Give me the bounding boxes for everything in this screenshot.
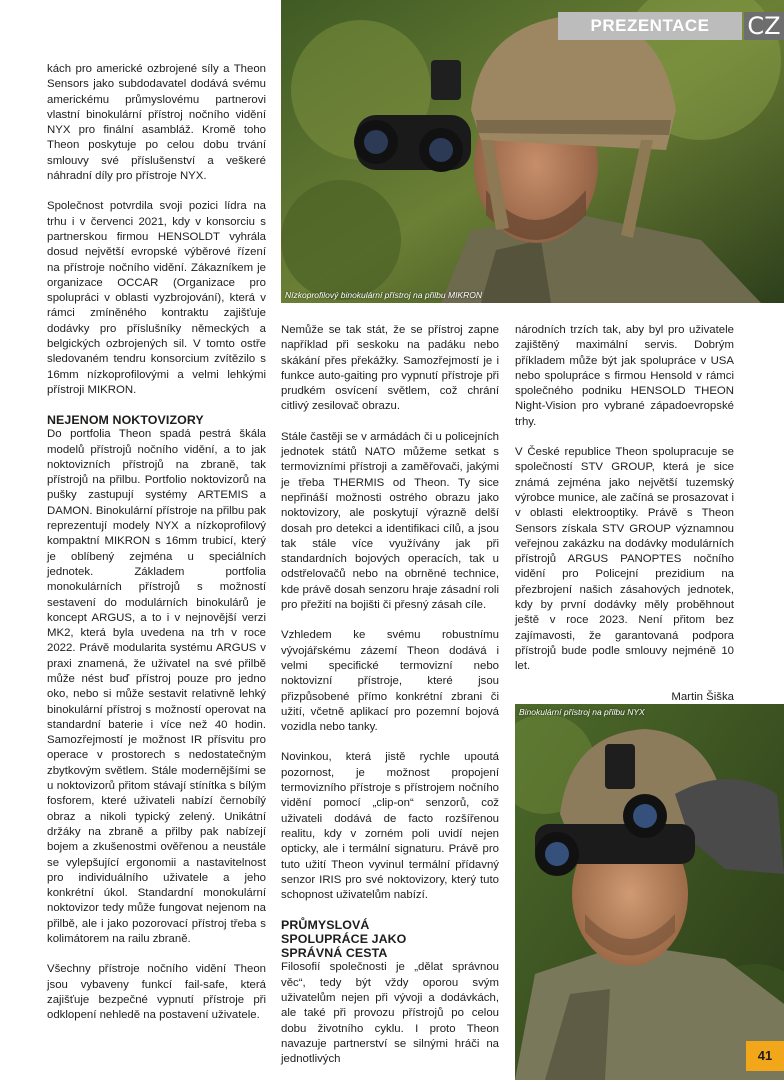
paragraph: národních trzích tak, aby byl pro uživatele zajištěný maximální servis. Dobrým příkladem může být jak spolupráce v USA nebo spolupráce s firmou Hensold v rámci společného podniku HENSOLD THEON Night-Vision pro vybrané západoevropské trhy.: [515, 324, 734, 428]
paragraph: Do portfolia Theon spadá pestrá škála modelů přístrojů nočního vidění, a to jak noktovizních přístrojů na zbraně, tak přístrojů na přilbu. Portfolio noktovizorů na pušky zastupují systémy ARTEMIS a DAMON. Binokulární přístroje na přilbu pak reprezentují modely NYX a nízkoprofilový kompaktní MIKRON s 16mm trubicí, který je oblíbený zejména u speciálních jednotek. Základem portfolia monokulárních přístrojů s možností sestavení do modulárních binokulárů je koncept ARGUS, a to i v nejnovější verzi MK2, která byla uvedena na trh v roce 2022. Právě modularita systému ARGUS v praxi znamená, že uživatel na své přilbě může nést buď přístroj pouze pro jedno oko, nebo si může sestavit relativně lehký binokulární přístroj s možností operovat na standardní baterie i více než 40 hodin. Samozřejmostí je možnost IR přísvitu pro operace v prostorech s nedostatečným zbytkovým světlem. Stále modernějšími se u noktovizorů přitom stávají stínítka s bílým fosforem, které uživateli nabízí černobílý obraz a nikoli typický zelený. Unikátní držáky na zbraně a přilby pak nabízejí bojem a zkušenostmi ověřenou a neustále se vylepšující ergonomii a nastavitelnost pro individuálního uživatele a jeho konkrétní úkol. Standardní monokulární noktovizor tedy může fungovat nejenom na přilbě, ale i jako pozorovací přístroj třeba s kolimátorem na railu zbraně.: [47, 428, 266, 946]
author-name: Martin Šiška: [671, 690, 734, 703]
text-column-2: [281, 323, 499, 1082]
paragraph: Stále častěji se v armádách či u policejních jednotek států NATO můžeme setkat s termovizními přístroji a zaměřovači, jakými je třeba THERMIS od Theon. Ty sice nepřináší možnosti ostrého obrazu jako noktovizory, ale poskytují výrazně delší dosah pro detekci a identifikaci cílů, a jsou tak stále více využívány jak při standardních bojových operacích, tak u odstřelovačů nebo na obrněné technice, kde právě dosah senzoru hraje zásadní roli pro přežití na bojišti či přesný zásah cíle.: [281, 430, 499, 612]
paragraph: kách pro americké ozbrojené síly a Theon Sensors jako subdodavatel dodává svému americkému průmyslovému partnerovi vlastní binokulární přístroj nočního vidění NYX pro finální asambláž. Kromě toho Theon poskytuje po celou dobu trvání smlouvy své příslušenství a veškeré náhradní díly pro přístroje NYX.: [47, 63, 266, 183]
section-heading: NEJENOM NOKTOVIZORY: [47, 413, 204, 428]
paragraph: Novinkou, která jistě rychle upoutá pozornost, je možnost propojení termovizního přístroje s přístrojem nočního vidění pomocí „clip-on“ senzorů, což uživateli dodává de facto rozšířenou realitu, kdy v zorném poli uvidí nejen opticky, ale i termální signaturu. Právě pro tuto užití Theon vyvinul termální přídavný senzor IRIS pro své noktovizory, který tuto schopnost uživatelům nabízí.: [281, 751, 499, 902]
top-photo-caption: Nízkoprofilový binokulární přístroj na přilbu MIKRON: [285, 290, 482, 300]
paragraph: Filosofií společnosti je „dělat správnou věc“, tedy být vždy oporou svým uživatelům nejen při vývoji a dodávkách, ale také při provozu přístrojů po celou dobu životního cyklu. I proto Theon navazuje partnerství se silnými hráči na jednotlivých: [281, 961, 499, 1066]
section-heading: PRŮMYSLOVÁ SPOLUPRÁCE JAKO SPRÁVNÁ CESTA: [281, 918, 407, 961]
paragraph: Nemůže se tak stát, že se přístroj zapne například při seskoku na padáku nebo skákání přes překážky. Samozřejmostí je i funkce auto-gaiting pro vypnutí přístroje při prudkém osvícení světlem, což chrání citlivý zesilovač obrazu.: [281, 324, 499, 413]
bottom-photo: [515, 704, 784, 1080]
language-tab: CZ: [744, 12, 784, 40]
page-number: 41: [746, 1041, 784, 1071]
top-photo: [281, 0, 784, 303]
text-column-1: [47, 62, 266, 1039]
text-column-3: [515, 323, 734, 750]
section-tab: PREZENTACE: [558, 12, 742, 40]
bottom-photo-caption: Binokulární přístroj na přilbu NYX: [519, 707, 645, 717]
paragraph: V České republice Theon spolupracuje se společností STV GROUP, která je sice známá zejména jako největší tuzemský výrobce munice, ale začíná se prosazovat i v oblasti elektrooptiky. Právě s Theon Sensors získala STV GROUP významnou veřejnou zakázku na dodávky modulárních přístrojů ARGUS PANOPTES nočního vidění pro Policejní prezidium na přezbrojení našich zásahových jednotek, kdy by první dodávky měly proběhnout ještě v roce 2023. Není přitom bez zajímavosti, že garantovaná podpora přístrojů bude podle smlouvy nejméně 10 let.: [515, 446, 734, 673]
paragraph: Společnost potvrdila svoji pozici lídra na trhu i v červenci 2021, kdy v konsorciu s partnerskou firmou HENSOLDT vyhrála dosud největší evropské výběrové řízení na přístroje nočního vidění. Zákazníkem je organizace OCCAR (Organizace pro spolupráci v oblasti vyzbrojování), která v rámci zmíněného kontraktu zajišťuje dodávky pro příslušníky německých a belgických ozbrojených sil. V tomto ostře sledovaném tendru konsorcium zvítězilo s 16mm nízkoprofilovými a velmi lehkými přístroji MIKRON.: [47, 200, 266, 396]
paragraph: Vzhledem ke svému robustnímu vývojářskému zázemí Theon dodává i velmi specifické termovizní nebo noktovizní přístroje, které jsou přizpůsobené přímo konkrétní zbrani či užití, včetně aplikací pro pozemní bojová vozidla nebo tanky.: [281, 629, 499, 734]
paragraph: Všechny přístroje nočního vidění Theon jsou vybaveny funkcí fail-safe, která zajišťuje bezpečné vypnutí přístroje při odklopení nehledě na postavení uživatele.: [47, 963, 266, 1022]
